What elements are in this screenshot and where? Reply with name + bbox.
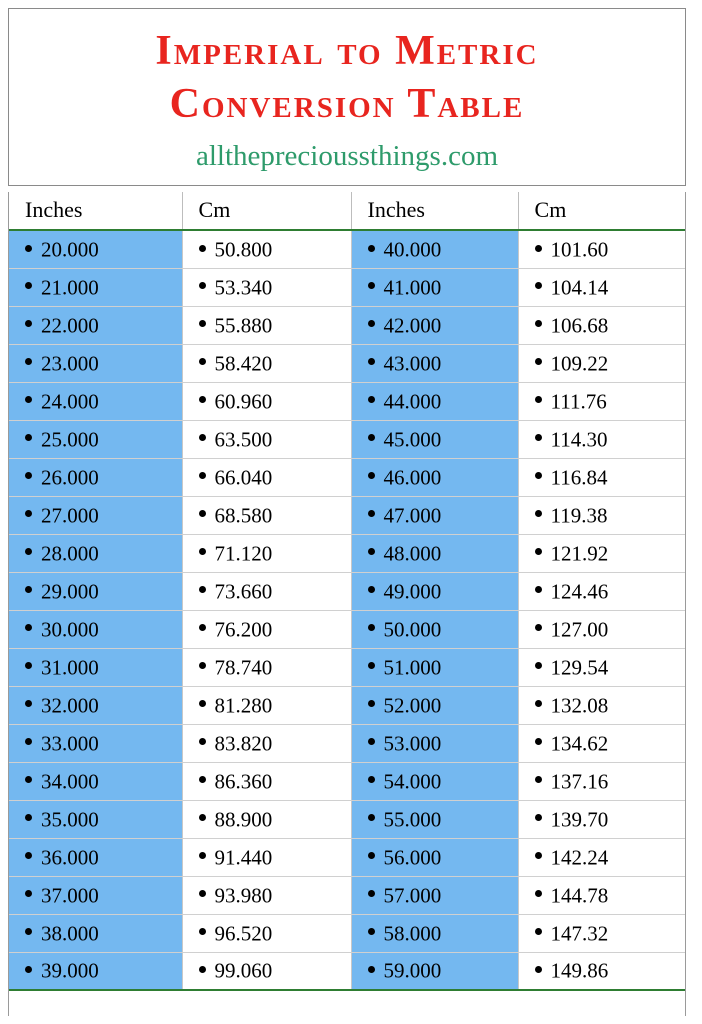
table-cell <box>9 800 182 838</box>
cell-value: 99.060 <box>214 959 273 984</box>
table-cell <box>9 876 182 914</box>
table-cell <box>518 344 685 382</box>
table-cell <box>518 686 685 724</box>
table-cell <box>351 686 518 724</box>
cell-value: 33.000 <box>41 731 99 756</box>
table-cell <box>9 268 182 306</box>
cell-value: 76.200 <box>214 617 273 642</box>
cell-value: 48.000 <box>383 541 442 566</box>
bullet-icon <box>535 852 542 859</box>
bullet-icon <box>535 548 542 555</box>
cell-value: 144.78 <box>550 883 609 908</box>
table-cell <box>351 420 518 458</box>
bullet-icon <box>199 852 206 859</box>
bullet-icon <box>199 966 206 973</box>
table-cell <box>351 610 518 648</box>
table-cell <box>518 268 685 306</box>
table-cell <box>518 800 685 838</box>
cell-value: 49.000 <box>383 579 442 604</box>
bullet-icon <box>368 472 375 479</box>
table-cell <box>9 952 182 990</box>
cell-value: 47.000 <box>383 503 442 528</box>
bullet-icon <box>535 472 542 479</box>
cell-value: 20.000 <box>41 237 99 262</box>
bullet-icon <box>25 548 32 555</box>
bullet-icon <box>199 472 206 479</box>
bullet-icon <box>199 510 206 517</box>
cell-value: 45.000 <box>383 427 442 452</box>
bullet-icon <box>535 434 542 441</box>
bullet-icon <box>199 586 206 593</box>
bullet-icon <box>368 396 375 403</box>
bullet-icon <box>368 548 375 555</box>
cell-value: 111.76 <box>550 389 607 414</box>
conversion-table-container <box>8 192 686 1016</box>
bullet-icon <box>535 282 542 289</box>
bullet-icon <box>25 662 32 669</box>
table-cell <box>351 268 518 306</box>
cell-value: 119.38 <box>550 503 608 528</box>
table-cell <box>518 534 685 572</box>
bullet-icon <box>25 966 32 973</box>
table-cell <box>518 648 685 686</box>
cell-value: 58.000 <box>383 921 442 946</box>
table-cell <box>351 458 518 496</box>
cell-value: 101.60 <box>550 237 609 262</box>
bullet-icon <box>25 245 32 252</box>
bullet-icon <box>25 738 32 745</box>
bullet-icon <box>535 662 542 669</box>
cell-value: 86.360 <box>214 769 273 794</box>
cell-value: 55.880 <box>214 313 273 338</box>
cell-value: 109.22 <box>550 351 609 376</box>
bullet-icon <box>368 320 375 327</box>
cell-value: 68.580 <box>214 503 273 528</box>
table-row <box>9 344 685 382</box>
bullet-icon <box>535 890 542 897</box>
table-cell <box>9 306 182 344</box>
table-cell <box>518 572 685 610</box>
bullet-icon <box>368 245 375 252</box>
table-cell <box>351 344 518 382</box>
table-row <box>9 648 685 686</box>
bullet-icon <box>199 245 206 252</box>
bullet-icon <box>368 890 375 897</box>
bullet-icon <box>199 738 206 745</box>
cell-value: 37.000 <box>41 883 99 908</box>
header-row <box>9 192 685 230</box>
table-cell <box>182 952 351 990</box>
cell-value: 36.000 <box>41 845 99 870</box>
table-row <box>9 420 685 458</box>
table-cell <box>518 382 685 420</box>
table-row <box>9 610 685 648</box>
table-cell <box>9 762 182 800</box>
table-cell <box>351 382 518 420</box>
cell-value: 116.84 <box>550 465 608 490</box>
bullet-icon <box>25 776 32 783</box>
cell-value: 124.46 <box>550 579 609 604</box>
cell-value: 24.000 <box>41 389 99 414</box>
table-cell <box>351 876 518 914</box>
table-cell <box>9 838 182 876</box>
conversion-table <box>9 192 685 991</box>
table-cell <box>9 344 182 382</box>
bullet-icon <box>535 396 542 403</box>
cell-value: 121.92 <box>550 541 609 566</box>
table-row <box>9 800 685 838</box>
cell-value: 29.000 <box>41 579 99 604</box>
bullet-icon <box>199 624 206 631</box>
table-cell <box>9 724 182 762</box>
bullet-icon <box>199 282 206 289</box>
bullet-icon <box>25 510 32 517</box>
table-cell <box>518 610 685 648</box>
table-cell <box>351 648 518 686</box>
cell-value: 73.660 <box>214 579 273 604</box>
table-row <box>9 686 685 724</box>
cell-value: 106.68 <box>550 313 609 338</box>
bullet-icon <box>535 928 542 935</box>
bullet-icon <box>368 738 375 745</box>
cell-value: 30.000 <box>41 617 99 642</box>
table-cell <box>518 306 685 344</box>
table-cell <box>9 534 182 572</box>
cell-value: 56.000 <box>383 845 442 870</box>
cell-value: 147.32 <box>550 921 609 946</box>
cell-value: 132.08 <box>550 693 609 718</box>
cell-value: 50.000 <box>383 617 442 642</box>
cell-value: 83.820 <box>214 731 273 756</box>
cell-value: 35.000 <box>41 807 99 832</box>
table-cell <box>9 610 182 648</box>
cell-value: 55.000 <box>383 807 442 832</box>
table-cell <box>182 344 351 382</box>
bullet-icon <box>25 358 32 365</box>
table-row <box>9 724 685 762</box>
table-row <box>9 876 685 914</box>
cell-value: 46.000 <box>383 465 442 490</box>
table-cell <box>518 876 685 914</box>
bullet-icon <box>368 814 375 821</box>
bullet-icon <box>199 776 206 783</box>
bullet-icon <box>368 586 375 593</box>
table-cell <box>518 496 685 534</box>
table-cell <box>182 914 351 952</box>
cell-value: 93.980 <box>214 883 273 908</box>
bullet-icon <box>368 282 375 289</box>
table-cell <box>518 420 685 458</box>
table-cell <box>182 724 351 762</box>
bullet-icon <box>368 434 375 441</box>
table-cell <box>9 914 182 952</box>
bullet-icon <box>535 510 542 517</box>
cell-value: 52.000 <box>383 693 442 718</box>
cell-value: 91.440 <box>214 845 273 870</box>
cell-value: 50.800 <box>214 237 273 262</box>
table-cell <box>518 230 685 268</box>
bullet-icon <box>25 852 32 859</box>
table-cell <box>182 800 351 838</box>
table-cell <box>351 496 518 534</box>
bullet-icon <box>199 700 206 707</box>
cell-value: 142.24 <box>550 845 609 870</box>
table-cell <box>351 572 518 610</box>
table-cell <box>182 572 351 610</box>
cell-value: 81.280 <box>214 693 273 718</box>
cell-value: 58.420 <box>214 351 273 376</box>
cell-value: 39.000 <box>41 959 99 984</box>
bullet-icon <box>199 358 206 365</box>
bullet-icon <box>25 434 32 441</box>
table-cell <box>9 572 182 610</box>
cell-value: 78.740 <box>214 655 273 680</box>
table-row <box>9 534 685 572</box>
bullet-icon <box>535 738 542 745</box>
bullet-icon <box>25 320 32 327</box>
cell-value: 51.000 <box>383 655 442 680</box>
table-cell <box>351 724 518 762</box>
bullet-icon <box>25 282 32 289</box>
bullet-icon <box>25 700 32 707</box>
cell-value: 149.86 <box>550 959 609 984</box>
bullet-icon <box>535 776 542 783</box>
table-cell <box>518 952 685 990</box>
bullet-icon <box>535 245 542 252</box>
cell-value: 38.000 <box>41 921 99 946</box>
website-watermark: alltheprecioussthings.com <box>195 140 499 172</box>
cell-value: 22.000 <box>41 313 99 338</box>
page-title-line-2: Conversion Table <box>169 80 525 127</box>
cell-value: 139.70 <box>550 807 609 832</box>
table-row <box>9 762 685 800</box>
table-row <box>9 952 685 990</box>
table-row <box>9 382 685 420</box>
table-cell <box>182 458 351 496</box>
table-cell <box>9 382 182 420</box>
table-cell <box>351 762 518 800</box>
cell-value: 63.500 <box>214 427 273 452</box>
column-header-cm-2: Cm <box>518 192 685 230</box>
cell-value: 40.000 <box>383 237 442 262</box>
table-cell <box>182 306 351 344</box>
table-cell <box>351 914 518 952</box>
bullet-icon <box>368 624 375 631</box>
table-cell <box>182 534 351 572</box>
table-cell <box>518 458 685 496</box>
table-cell <box>351 838 518 876</box>
cell-value: 129.54 <box>550 655 609 680</box>
bullet-icon <box>25 586 32 593</box>
cell-value: 134.62 <box>550 731 609 756</box>
cell-value: 42.000 <box>383 313 442 338</box>
table-cell <box>182 648 351 686</box>
table-row <box>9 496 685 534</box>
page-title-line-1: Imperial to Metric <box>155 28 539 74</box>
bullet-icon <box>535 586 542 593</box>
bullet-icon <box>199 320 206 327</box>
bullet-icon <box>199 548 206 555</box>
table-cell <box>182 686 351 724</box>
table-cell <box>518 724 685 762</box>
bullet-icon <box>368 358 375 365</box>
table-cell <box>9 420 182 458</box>
cell-value: 41.000 <box>383 275 442 300</box>
bullet-icon <box>25 396 32 403</box>
table-cell <box>182 838 351 876</box>
table-cell <box>182 876 351 914</box>
cell-value: 59.000 <box>383 959 442 984</box>
bullet-icon <box>25 928 32 935</box>
bullet-icon <box>368 662 375 669</box>
table-cell <box>182 610 351 648</box>
bullet-icon <box>368 852 375 859</box>
table-cell <box>182 762 351 800</box>
table-cell <box>351 952 518 990</box>
cell-value: 26.000 <box>41 465 99 490</box>
cell-value: 25.000 <box>41 427 99 452</box>
bullet-icon <box>199 396 206 403</box>
table-cell <box>351 230 518 268</box>
table-cell <box>9 458 182 496</box>
cell-value: 127.00 <box>550 617 609 642</box>
table-cell <box>351 306 518 344</box>
cell-value: 21.000 <box>41 275 99 300</box>
table-row <box>9 838 685 876</box>
cell-value: 104.14 <box>550 275 609 300</box>
bullet-icon <box>25 814 32 821</box>
table-cell <box>9 648 182 686</box>
column-header-inches-1: Inches <box>9 192 182 230</box>
table-cell <box>182 230 351 268</box>
cell-value: 23.000 <box>41 351 99 376</box>
table-row <box>9 572 685 610</box>
cell-value: 114.30 <box>550 427 608 452</box>
table-cell <box>518 762 685 800</box>
bullet-icon <box>368 510 375 517</box>
table-header <box>9 192 685 230</box>
column-header-inches-2: Inches <box>351 192 518 230</box>
bullet-icon <box>25 624 32 631</box>
cell-value: 27.000 <box>41 503 99 528</box>
bullet-icon <box>535 700 542 707</box>
table-cell <box>351 534 518 572</box>
table-cell <box>9 496 182 534</box>
table-cell <box>9 230 182 268</box>
bullet-icon <box>535 966 542 973</box>
cell-value: 44.000 <box>383 389 442 414</box>
bullet-icon <box>535 624 542 631</box>
cell-value: 137.16 <box>550 769 609 794</box>
table-cell <box>182 268 351 306</box>
table-row <box>9 306 685 344</box>
table-cell <box>182 496 351 534</box>
cell-value: 53.000 <box>383 731 442 756</box>
cell-value: 57.000 <box>383 883 442 908</box>
table-cell <box>182 420 351 458</box>
bullet-icon <box>368 966 375 973</box>
bullet-icon <box>199 890 206 897</box>
cell-value: 71.120 <box>214 541 273 566</box>
cell-value: 32.000 <box>41 693 99 718</box>
cell-value: 53.340 <box>214 275 273 300</box>
bullet-icon <box>535 320 542 327</box>
bullet-icon <box>199 434 206 441</box>
bullet-icon <box>535 358 542 365</box>
table-cell <box>351 800 518 838</box>
table-row <box>9 458 685 496</box>
cell-value: 96.520 <box>214 921 273 946</box>
table-cell <box>518 914 685 952</box>
title-card <box>8 8 686 186</box>
cell-value: 43.000 <box>383 351 442 376</box>
cell-value: 60.960 <box>214 389 273 414</box>
table-cell <box>518 838 685 876</box>
cell-value: 34.000 <box>41 769 99 794</box>
cell-value: 66.040 <box>214 465 273 490</box>
bullet-icon <box>368 700 375 707</box>
cell-value: 54.000 <box>383 769 442 794</box>
table-cell <box>182 382 351 420</box>
bullet-icon <box>199 662 206 669</box>
cell-value: 28.000 <box>41 541 99 566</box>
table-cell <box>9 686 182 724</box>
bullet-icon <box>368 928 375 935</box>
bullet-icon <box>368 776 375 783</box>
bullet-icon <box>199 928 206 935</box>
bullet-icon <box>25 890 32 897</box>
column-header-cm-1: Cm <box>182 192 351 230</box>
table-row <box>9 914 685 952</box>
cell-value: 88.900 <box>214 807 273 832</box>
bullet-icon <box>535 814 542 821</box>
cell-value: 31.000 <box>41 655 99 680</box>
table-body <box>9 230 685 990</box>
table-row <box>9 268 685 306</box>
bullet-icon <box>199 814 206 821</box>
table-row <box>9 230 685 268</box>
bullet-icon <box>25 472 32 479</box>
